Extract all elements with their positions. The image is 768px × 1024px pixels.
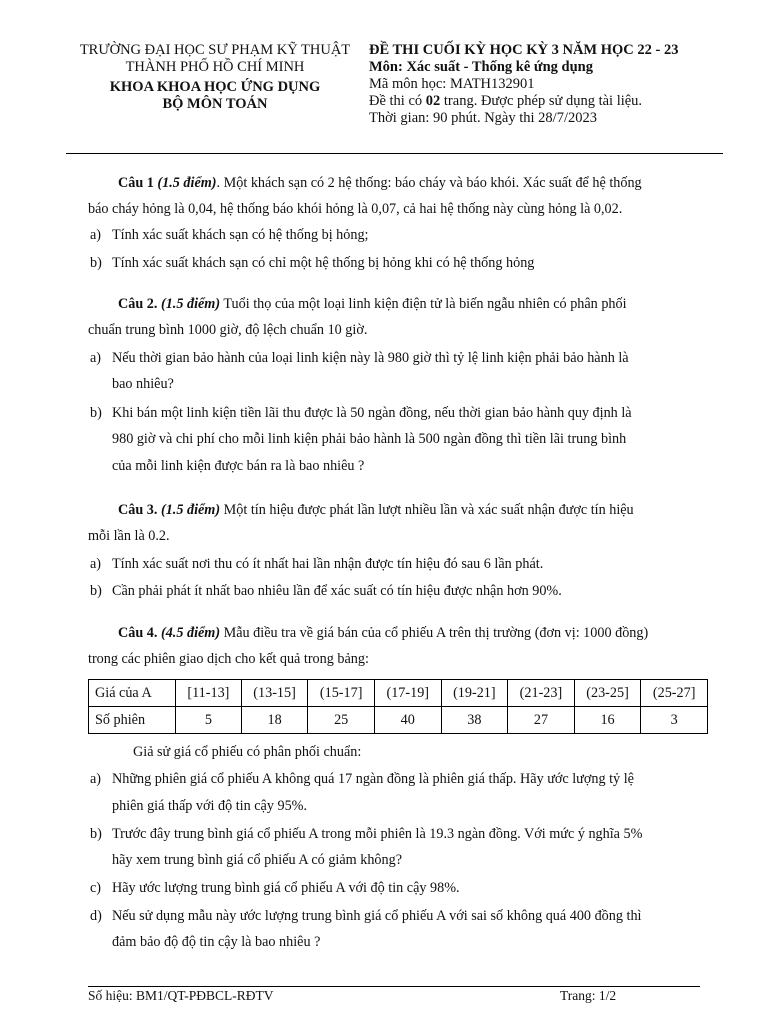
- table-cell: (21-23]: [508, 680, 575, 707]
- item-label: b): [90, 583, 102, 599]
- table-cell: (23-25]: [574, 680, 641, 707]
- pages-prefix: Đề thi có: [369, 93, 426, 109]
- pages-suffix: trang. Được phép sử dụng tài liệu.: [440, 93, 643, 109]
- item-label: d): [90, 908, 102, 924]
- q1-label: Câu 1: [118, 175, 154, 191]
- q4-item-b-cont: hãy xem trung bình giá cổ phiếu A có giảm không?: [112, 852, 402, 868]
- table-row: [89, 680, 708, 707]
- q2-item-a-cont: bao nhiêu?: [112, 376, 174, 392]
- document-code: Số hiệu: BM1/QT-PĐBCL-RĐTV: [88, 988, 274, 1003]
- q2-text2: chuẩn trung bình 1000 giờ, độ lệch chuẩn 10 giờ.: [88, 322, 368, 338]
- item-label: b): [90, 405, 102, 421]
- exam-subject: Môn: Xác suất - Thống kê ứng dụng: [369, 59, 593, 75]
- item-text: Nếu sử dụng mẫu này ước lượng trung bình giá cổ phiếu A với sai số không quá 400 đồng thì: [112, 908, 642, 924]
- q4-points: (4.5 điểm): [160, 625, 221, 641]
- exam-code: Mã môn học: MATH132901: [369, 76, 535, 92]
- item-label: c): [90, 880, 102, 896]
- department-name: BỘ MÔN TOÁN: [162, 96, 268, 112]
- exam-header: [369, 42, 729, 127]
- q4-assumption: Giả sử giá cổ phiếu có phân phối chuẩn:: [133, 744, 362, 760]
- item-label: a): [90, 556, 102, 572]
- table-cell: 5: [176, 707, 242, 734]
- table-cell: (19-21]: [441, 680, 508, 707]
- table-cell: [11-13]: [176, 680, 242, 707]
- pages-count: 02: [425, 93, 441, 109]
- q4-text1: Mẫu điều tra về giá bán của cổ phiếu A trên thị trường (đơn vị: 1000 đồng): [220, 625, 649, 641]
- exam-title: ĐỀ THI CUỐI KỲ HỌC KỲ 3 NĂM HỌC 22 - 23: [369, 42, 679, 58]
- table-row-header: Số phiên: [89, 707, 176, 734]
- faculty-name: KHOA KHOA HỌC ỨNG DỤNG: [109, 79, 321, 95]
- table-cell: 38: [441, 707, 508, 734]
- exam-pages: [369, 93, 729, 110]
- table-cell: 18: [241, 707, 308, 734]
- city-name: THÀNH PHỐ HỒ CHÍ MINH: [125, 59, 305, 75]
- q2-stem: [88, 291, 708, 343]
- item-text: Những phiên giá cổ phiếu A không quá 17 ngàn đồng là phiên giá thấp. Hãy ước lượng tỷ lệ: [112, 771, 634, 787]
- table-row-header: Giá của A: [89, 680, 176, 707]
- school-header: [70, 42, 360, 113]
- q3-text2: mỗi lần là 0.2.: [88, 528, 170, 544]
- q3-label: Câu 3.: [118, 502, 158, 518]
- table-cell: 40: [374, 707, 441, 734]
- table-cell: (15-17]: [308, 680, 375, 707]
- q2-text1: Tuổi thọ của một loại linh kiện điện tử là biến ngẫu nhiên có phân phối: [220, 296, 627, 312]
- item-text: Hãy ước lượng trung bình giá cổ phiếu A với độ tin cậy 98%.: [112, 880, 460, 896]
- item-text: Tính xác suất khách sạn có hệ thống bị hỏng;: [112, 227, 369, 243]
- q1-points: (1.5 điểm): [157, 175, 217, 191]
- page-number: Trang: 1/2: [560, 988, 617, 1003]
- q2-points: (1.5 điểm): [160, 296, 221, 312]
- q4-item-a-cont: phiên giá thấp với độ tin cậy 95%.: [112, 798, 308, 814]
- table-cell: (13-15]: [241, 680, 308, 707]
- q4-text2: trong các phiên giao dịch cho kết quả trong bảng:: [88, 651, 369, 667]
- table-cell: 3: [641, 707, 708, 734]
- q1-stem: [88, 170, 708, 222]
- header-divider: [66, 153, 723, 154]
- table-row: [89, 707, 708, 734]
- q3-text1: Một tín hiệu được phát lần lượt nhiều lần và xác suất nhận được tín hiệu: [220, 502, 634, 518]
- q3-stem: [88, 497, 708, 549]
- table-cell: 25: [308, 707, 375, 734]
- q4-stem: [88, 620, 708, 672]
- item-text: Tính xác suất nơi thu có ít nhất hai lần nhận được tín hiệu đó sau 6 lần phát.: [112, 556, 544, 572]
- item-label: b): [90, 826, 102, 842]
- item-text: Cần phải phát ít nhất bao nhiêu lần để xác suất có tín hiệu được nhận hơn 90%.: [112, 583, 562, 599]
- item-text: Nếu thời gian bảo hành của loại linh kiện này là 980 giờ thì tỷ lệ linh kiện phải bảo hành là: [112, 350, 629, 366]
- price-table: [88, 679, 708, 734]
- item-text: Khi bán một linh kiện tiền lãi thu được là 50 ngàn đồng, nếu thời gian bảo hành quy định là: [112, 405, 632, 421]
- item-label: a): [90, 350, 102, 366]
- table-cell: 16: [574, 707, 641, 734]
- table-cell: (17-19]: [374, 680, 441, 707]
- q1-text2: báo cháy hỏng là 0,04, hệ thống báo khói hỏng là 0,07, cả hai hệ thống này cùng hỏng là 0,02.: [88, 201, 623, 217]
- q2-item-b-cont2: của mỗi linh kiện được bán ra là bao nhiêu ?: [112, 458, 365, 474]
- item-label: a): [90, 227, 102, 243]
- q2-label: Câu 2.: [118, 296, 158, 312]
- item-label: a): [90, 771, 102, 787]
- item-text: Tính xác suất khách sạn có chỉ một hệ thống bị hỏng khi có hệ thống hỏng: [112, 255, 535, 271]
- exam-time: Thời gian: 90 phút. Ngày thi 28/7/2023: [369, 110, 597, 126]
- table-cell: 27: [508, 707, 575, 734]
- q3-points: (1.5 điểm): [160, 502, 221, 518]
- item-label: b): [90, 255, 102, 271]
- school-name: TRƯỜNG ĐẠI HỌC SƯ PHẠM KỸ THUẬT: [79, 42, 351, 58]
- q2-item-b-cont1: 980 giờ và chi phí cho mỗi linh kiện phải bảo hành là 500 ngàn đồng thì tiền lãi trung bình: [112, 431, 627, 447]
- q1-text1: . Một khách sạn có 2 hệ thống: báo cháy và báo khói. Xác suất để hệ thống: [216, 175, 642, 191]
- footer-divider: [88, 986, 700, 987]
- q4-label: Câu 4.: [118, 625, 158, 641]
- item-text: Trước đây trung bình giá cổ phiếu A trong mỗi phiên là 19.3 ngàn đồng. Với mức ý nghĩa 5%: [112, 826, 643, 842]
- q4-item-d-cont: đảm bảo độ độ tin cậy là bao nhiêu ?: [112, 934, 321, 950]
- table-cell: (25-27]: [641, 680, 708, 707]
